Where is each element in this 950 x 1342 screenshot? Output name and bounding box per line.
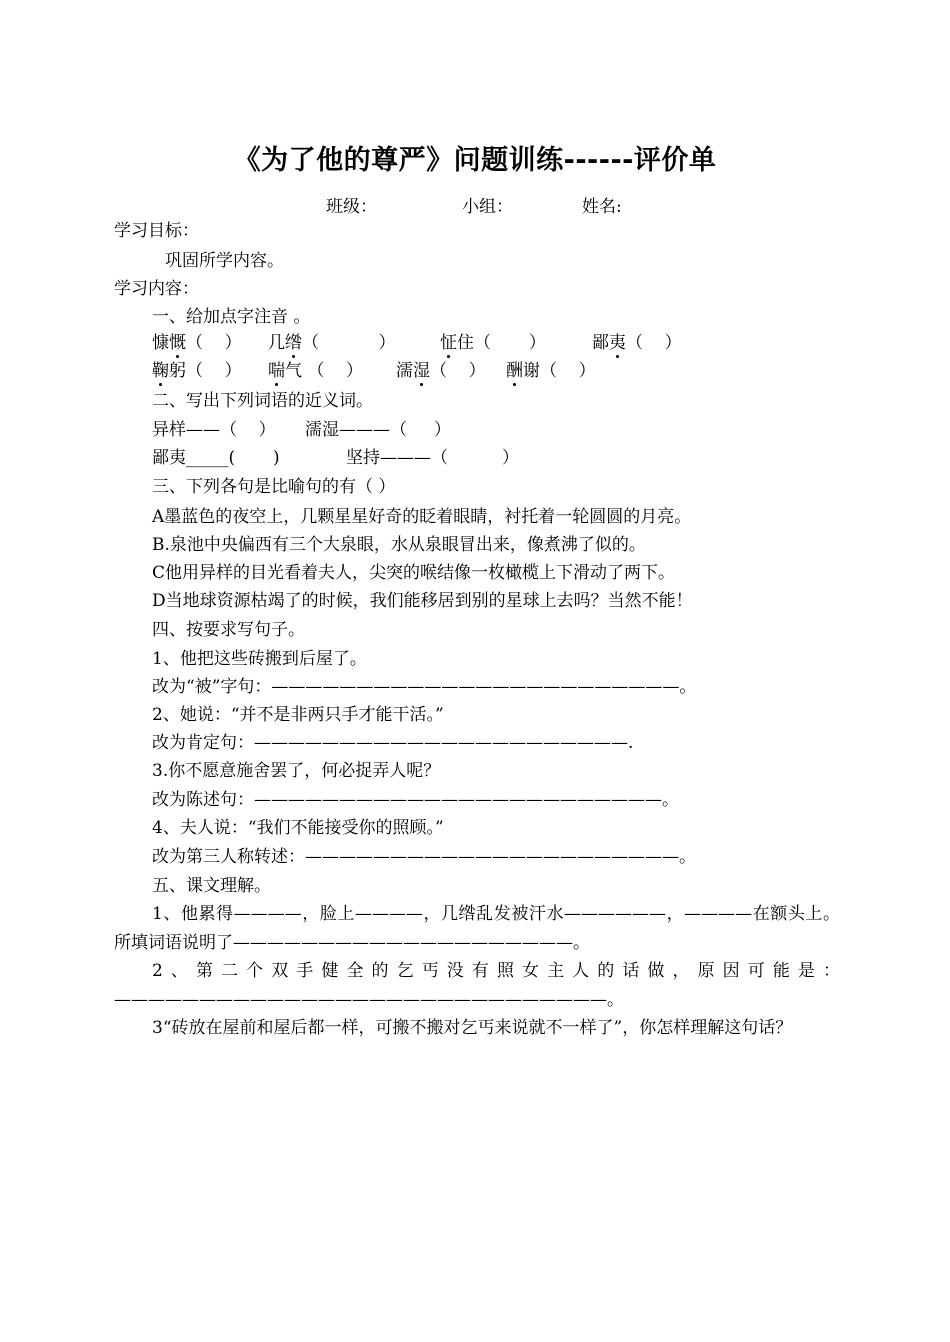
question-4: 4、夫人说：“我们不能接受你的照顾。” bbox=[152, 818, 444, 838]
section4-heading: 四、按要求写句子。 bbox=[152, 620, 305, 640]
pinyin-item: 酬谢（ ） bbox=[506, 361, 596, 381]
comprehension-question-2: 2、第二个双手健全的乞丐没有照女主人的话做，原因可能是：—————————————————————————————。 bbox=[114, 961, 840, 1010]
synonym-item: 鄙夷_____( ) bbox=[152, 448, 280, 468]
name-label: 姓名: bbox=[582, 197, 622, 217]
class-label: 班级： bbox=[326, 197, 377, 217]
synonym-item: 异样——（ ） bbox=[152, 420, 276, 440]
pinyin-item: 鞠躬（ ） bbox=[152, 361, 242, 381]
option-b: B.泉池中央偏西有三个大泉眼，水从泉眼冒出来，像煮沸了似的。 bbox=[152, 535, 646, 555]
pinyin-item: 喘气 （ ） bbox=[268, 361, 364, 381]
goal-heading: 学习目标： bbox=[114, 221, 199, 241]
pinyin-item: 鄙夷（ ） bbox=[592, 333, 682, 353]
pinyin-item: 几绺（ ） bbox=[268, 333, 396, 353]
answer-line-4: 改为第三人称转述：——————————————————————。 bbox=[152, 847, 696, 867]
option-c: C他用异样的目光看着夫人，尖突的喉结像一枚橄榄上下滑动了两下。 bbox=[152, 563, 676, 583]
comprehension-question-3: 3“砖放在屋前和屋后都一样，可搬不搬对乞丐来说就不一样了”，你怎样理解这句话？ bbox=[152, 1018, 793, 1038]
group-label: 小组： bbox=[462, 197, 513, 217]
content-heading: 学习内容： bbox=[114, 279, 199, 299]
option-a: A墨蓝色的夜空上，几颗星星好奇的眨着眼睛，衬托着一轮圆圆的月亮。 bbox=[152, 507, 692, 527]
question-1: 1、他把这些砖搬到后屋了。 bbox=[152, 649, 367, 669]
option-d: D当地球资源枯竭了的时候，我们能移居到别的星球上去吗？当然不能！ bbox=[152, 591, 693, 611]
section1-heading: 一、给加点字注音 。 bbox=[152, 307, 311, 327]
page-title: 《为了他的尊严》问题训练------评价单 bbox=[233, 145, 717, 176]
answer-line-1: 改为“被”字句：————————————————————————。 bbox=[152, 677, 697, 697]
synonym-item: 濡湿———（ ） bbox=[305, 420, 452, 440]
pinyin-item: 濡湿（ ） bbox=[396, 361, 486, 381]
synonym-item: 坚持———（ ） bbox=[346, 448, 520, 468]
answer-line-3: 改为陈述句：————————————————————————。 bbox=[152, 790, 679, 810]
answer-line-2: 改为肯定句：——————————————————————. bbox=[152, 733, 634, 753]
section2-heading: 二、写出下列词语的近义词。 bbox=[152, 391, 373, 411]
question-2: 2、她说：“并不是非两只手才能干活。” bbox=[152, 705, 444, 725]
comprehension-question-1: 1、他累得————，脸上————，几绺乱发被汗水——————，————在额头上。所填词语说明了————————————————————。 bbox=[114, 904, 840, 953]
question-3: 3.你不愿意施舍罢了，何必捉弄人呢？ bbox=[152, 761, 441, 781]
goal-text: 巩固所学内容。 bbox=[165, 251, 284, 271]
section5-heading: 五、课文理解。 bbox=[152, 876, 271, 896]
pinyin-item: 慷慨（ ） bbox=[152, 333, 242, 353]
pinyin-item: 怔住（ ） bbox=[440, 333, 546, 353]
section3-heading: 三、下列各句是比喻句的有（ ） bbox=[152, 477, 396, 497]
